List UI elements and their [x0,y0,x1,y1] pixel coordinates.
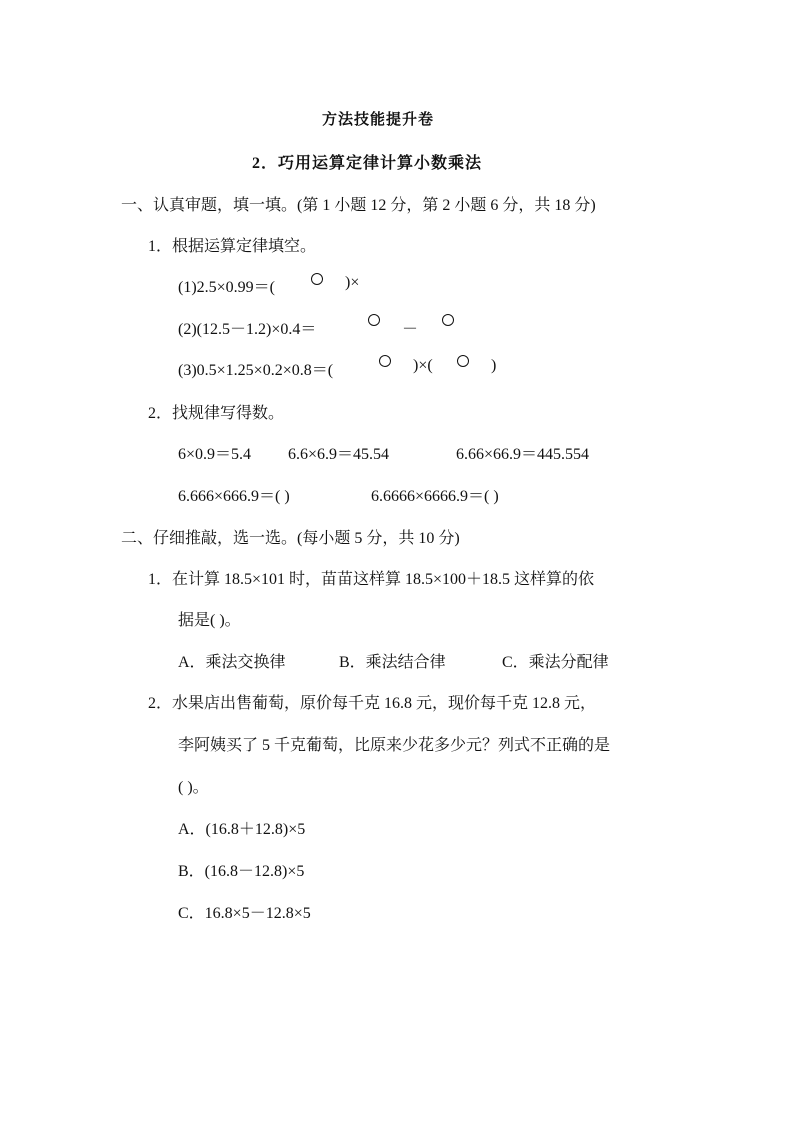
s2-q2-line3: ( )。 [178,779,209,796]
s1-q2-eq1: 6×0.9＝5.4 [178,446,252,463]
s2-q2-line2: 李阿姨买了 5 千克葡萄，比原来少花多少元？列式不正确的是 [178,737,611,754]
section2-heading: 二、仔细推敲，选一选。(每小题 5 分，共 10 分) [121,530,460,547]
blank-circle-icon [457,355,469,367]
section1-heading: 一、认真审题，填一填。(第 1 小题 12 分，第 2 小题 6 分，共 18 分) [121,197,596,214]
s1-q2-eq4: 6.666×666.9＝( ) [178,488,290,505]
s1-q2-label: 2．找规律写得数。 [148,405,285,422]
page-title: 方法技能提升卷 [322,112,435,128]
s2-q2-optB: B．(16.8－12.8)×5 [178,863,305,880]
s2-q1-line2: 据是( )。 [178,612,241,629]
s1-q1-item1-left: (1)2.5×0.99＝( [178,279,276,296]
s1-q1-item1-right: )× [345,274,360,291]
s1-q2-eq5: 6.6666×6666.9＝( ) [371,488,499,505]
s1-q1-item3-right: ) [491,357,497,374]
s1-q1-item2-mid: － [402,321,419,338]
s2-q2-line1: 2．水果店出售葡萄，原价每千克 16.8 元，现价每千克 12.8 元， [148,695,597,712]
page-subtitle: 2．巧用运算定律计算小数乘法 [252,155,483,172]
blank-circle-icon [311,273,323,285]
s1-q1-item3-mid: )×( [413,357,433,374]
s1-q1-item3-left: (3)0.5×1.25×0.2×0.8＝( [178,362,334,379]
s1-q2-eq3: 6.66×66.9＝445.554 [456,446,590,463]
s2-q2-optC: C．16.8×5－12.8×5 [178,905,311,922]
s1-q1-label: 1．根据运算定律填空。 [148,238,317,255]
s2-q1-optC: C．乘法分配律 [502,654,609,671]
s2-q2-optA: A．(16.8＋12.8)×5 [178,821,306,838]
s1-q1-item2-left: (2)(12.5－1.2)×0.4＝ [178,321,317,338]
blank-circle-icon [379,355,391,367]
blank-circle-icon [368,314,380,326]
s2-q1-line1: 1．在计算 18.5×101 时，苗苗这样算 18.5×100＋18.5 这样算的依 [148,571,595,588]
s2-q1-optB: B．乘法结合律 [339,654,446,671]
s2-q1-optA: A．乘法交换律 [178,654,286,671]
s1-q2-eq2: 6.6×6.9＝45.54 [288,446,390,463]
blank-circle-icon [442,314,454,326]
